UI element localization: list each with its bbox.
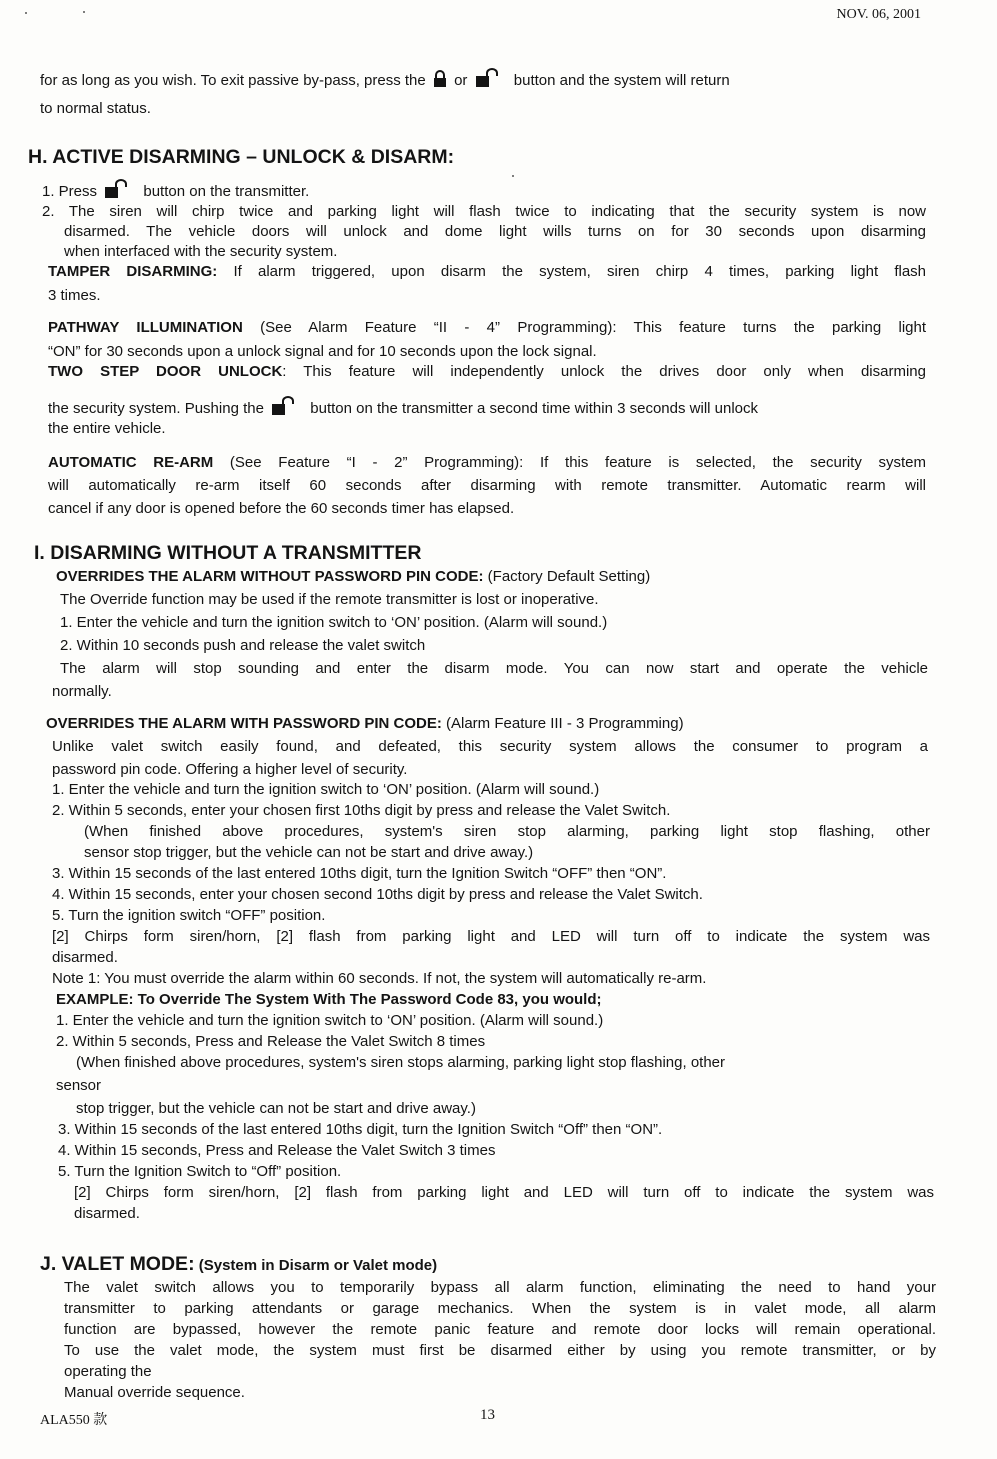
example-step: disarmed. — [74, 1205, 140, 1222]
example-step: sensor — [56, 1077, 102, 1094]
lock-open-icon — [271, 396, 303, 416]
section-h-step-2: disarmed. The vehicle doors will unlock and dome light wills turns on for 30 seconds upon disarming — [64, 223, 926, 240]
example-heading: EXAMPLE: To Override The System With The Password Code 83, you would; — [56, 991, 602, 1008]
override-with-pin: disarmed. — [52, 949, 118, 966]
two-step-door-unlock: the security system. Pushing the button on the transmitter a second time within 3 seconds will unlock — [48, 396, 997, 419]
example-step: 5. Turn the Ignition Switch to “Off” position. — [58, 1163, 342, 1180]
automatic-re-arm: AUTOMATIC RE-ARM (See Feature “I - 2” Programming): If this feature is selected, the security system — [48, 454, 926, 471]
override-with-pin: password pin code. Offering a higher level of security. — [52, 761, 408, 778]
lock-open-icon — [475, 68, 507, 88]
override-with-pin: [2] Chirps form siren/horn, [2] flash from parking light and LED will turn off to indicate the system was — [52, 928, 930, 945]
page-body — [0, 68, 997, 1403]
valet-mode-text: operating the — [64, 1363, 152, 1380]
override-without-pin: The alarm will stop sounding and enter the disarm mode. You can now start and operate the vehicle — [60, 660, 928, 677]
valet-mode-text: To use the valet mode, the system must first be disarmed either by using you remote transmitter, or by — [64, 1342, 936, 1359]
example-step: stop trigger, but the vehicle can not be start and drive away.) — [76, 1100, 476, 1117]
section-i-heading: I. DISARMING WITHOUT A TRANSMITTER — [34, 542, 422, 564]
scan-speck — [83, 11, 85, 13]
pathway-illumination: PATHWAY ILLUMINATION (See Alarm Feature “II - 4” Programming): This feature turns the parking light — [48, 319, 926, 336]
example-step: [2] Chirps form siren/horn, [2] flash from parking light and LED will turn off to indicate the system was — [74, 1184, 934, 1201]
two-step-door-unlock: TWO STEP DOOR UNLOCK: This feature will independently unlock the drives door only when disarming — [48, 363, 926, 380]
pathway-illumination: “ON” for 30 seconds upon a unlock signal and for 10 seconds upon the lock signal. — [48, 343, 597, 360]
override-without-pin: The Override function may be used if the remote transmitter is lost or inoperative. — [60, 591, 599, 608]
override-without-pin: 2. Within 10 seconds push and release the valet switch — [60, 637, 426, 654]
override-with-pin: 1. Enter the vehicle and turn the ignition switch to ‘ON’ position. (Alarm will sound.) — [52, 781, 600, 798]
override-without-pin: normally. — [52, 683, 112, 700]
example-step: (When finished above procedures, system's siren stops alarming, parking light stop flashing, other — [76, 1054, 726, 1071]
example-step: 4. Within 15 seconds, Press and Release the Valet Switch 3 times — [58, 1142, 496, 1159]
valet-mode-text: Manual override sequence. — [64, 1384, 245, 1401]
override-with-pin: sensor stop trigger, but the vehicle can not be start and drive away.) — [84, 844, 534, 861]
example-step: 2. Within 5 seconds, Press and Release the Valet Switch 8 times — [56, 1033, 486, 1050]
example-step: 1. Enter the vehicle and turn the ignition switch to ‘ON’ position. (Alarm will sound.) — [56, 1012, 604, 1029]
footer-model: ALA550 款 — [40, 1413, 108, 1428]
example-step: 3. Within 15 seconds of the last entered 10ths digit, turn the Ignition Switch “Off” then “ON”. — [58, 1121, 663, 1138]
section-j-heading: J. VALET MODE: (System in Disarm or Valet mode) — [40, 1253, 438, 1275]
section-h-step-2: when interfaced with the security system. — [64, 243, 338, 260]
override-with-pin: 4. Within 15 seconds, enter your chosen second 10ths digit by press and release the Valet Switch. — [52, 886, 703, 903]
valet-mode-text: function are bypassed, however the remote panic feature and remote door locks will remain operational. — [64, 1321, 936, 1338]
override-without-pin: 1. Enter the vehicle and turn the ignition switch to ‘ON’ position. (Alarm will sound.) — [60, 614, 608, 631]
lock-open-icon — [104, 179, 136, 199]
valet-mode-text: The valet switch allows you to temporarily bypass all alarm function, eliminating the need to hand your — [64, 1279, 936, 1296]
override-with-pin: Unlike valet switch easily found, and defeated, this security system allows the consumer to program a — [52, 738, 928, 755]
automatic-re-arm: cancel if any door is opened before the 60 seconds timer has elapsed. — [48, 500, 515, 517]
tamper-disarming: 3 times. — [48, 287, 101, 304]
intro-line: for as long as you wish. To exit passive by-pass, press the or button and the system will return — [40, 68, 997, 91]
override-with-pin: OVERRIDES THE ALARM WITH PASSWORD PIN CODE: (Alarm Feature III - 3 Programming) — [46, 715, 684, 732]
override-without-pin: OVERRIDES THE ALARM WITHOUT PASSWORD PIN CODE: (Factory Default Setting) — [56, 568, 651, 585]
section-h-step-2: 2. The siren will chirp twice and parking light will flash twice to indicating that the security system is now — [42, 203, 926, 220]
automatic-re-arm: will automatically re-arm itself 60 seconds after disarming with remote transmitter. Automatic rearm will — [48, 477, 926, 494]
override-with-pin: 5. Turn the ignition switch “OFF” position. — [52, 907, 326, 924]
scan-speck — [25, 12, 27, 14]
page-number: 13 — [480, 1407, 495, 1423]
override-with-pin: 3. Within 15 seconds of the last entered 10ths digit, turn the Ignition Switch “OFF” then “ON”. — [52, 865, 667, 882]
override-with-pin: (When finished above procedures, system's siren stop alarming, parking light stop flashing, other — [84, 823, 930, 840]
override-with-pin: 2. Within 5 seconds, enter your chosen first 10ths digit by press and release the Valet Switch. — [52, 802, 671, 819]
tamper-disarming: TAMPER DISARMING: If alarm triggered, upon disarm the system, siren chirp 4 times, parking light flash — [48, 263, 927, 280]
section-h-step-1: 1. Press button on the transmitter. — [42, 179, 997, 202]
intro-line: to normal status. — [40, 100, 151, 117]
section-h-heading: H. ACTIVE DISARMING – UNLOCK & DISARM: — [28, 146, 455, 168]
header-date: NOV. 06, 2001 — [836, 7, 921, 22]
two-step-door-unlock: the entire vehicle. — [48, 420, 166, 437]
lock-closed-icon — [433, 70, 447, 88]
valet-mode-text: transmitter to parking attendants or garage mechanics. When the system is in valet mode, all alarm — [64, 1300, 936, 1317]
note-1: Note 1: You must override the alarm within 60 seconds. If not, the system will automatically re-arm. — [52, 970, 707, 987]
